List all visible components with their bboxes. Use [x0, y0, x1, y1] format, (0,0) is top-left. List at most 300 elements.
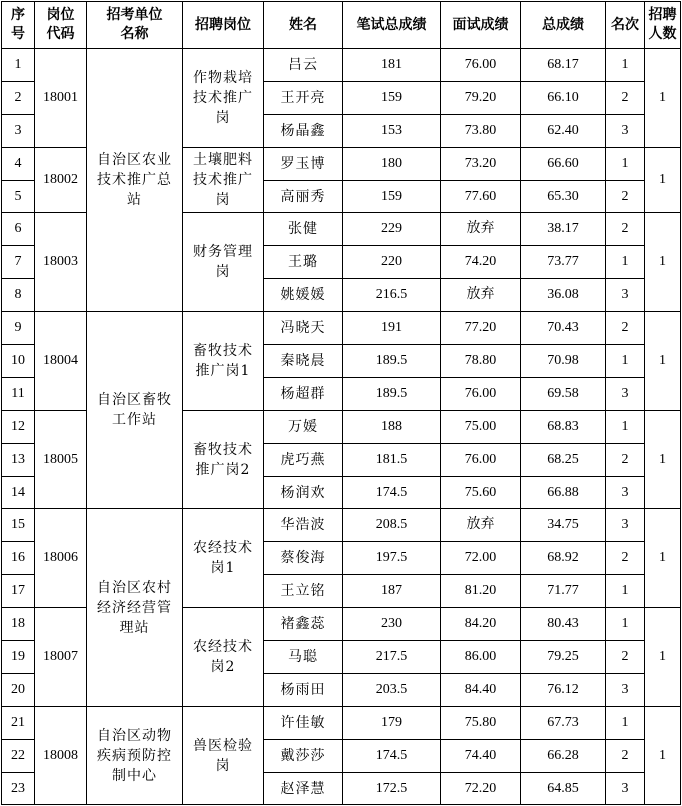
hire-count-cell [645, 509, 681, 608]
candidate-name-cell [264, 213, 343, 246]
written-score-cell [343, 673, 441, 706]
header-rank: 名次 [606, 2, 645, 49]
total-score-cell-text: 76.12 [547, 681, 579, 697]
total-score-cell-text: 73.77 [547, 254, 579, 270]
seq-cell [2, 114, 35, 147]
candidate-name-cell [264, 641, 343, 674]
results-table [1, 1, 681, 805]
seq-cell-text: 2 [14, 89, 22, 105]
hire-count-cell-text: 1 [659, 451, 666, 467]
seq-cell [2, 641, 35, 674]
interview-score-cell [441, 739, 521, 772]
written-score-cell-text: 230 [381, 616, 402, 632]
interview-score-cell [441, 509, 521, 542]
post-code-cell-text: 18004 [43, 352, 78, 368]
hire-count-cell [645, 147, 681, 213]
post-code-cell-text: 18007 [43, 648, 78, 664]
seq-cell [2, 345, 35, 378]
rank-cell [606, 476, 645, 509]
rank-cell [606, 114, 645, 147]
written-score-cell [343, 739, 441, 772]
hire-count-cell [645, 410, 681, 509]
written-score-cell-text: 180 [381, 155, 402, 171]
total-score-cell [521, 608, 606, 641]
candidate-name-cell [264, 81, 343, 114]
interview-score-cell [441, 312, 521, 345]
written-score-cell-text: 174.5 [375, 747, 408, 763]
written-score-cell-text: 189.5 [375, 352, 408, 368]
post-code-cell-text: 18002 [43, 172, 78, 188]
total-score-cell [521, 49, 606, 82]
written-score-cell [343, 180, 441, 213]
hire-count-cell-text: 1 [659, 648, 666, 664]
rank-cell [606, 509, 645, 542]
rank-cell-text: 2 [621, 747, 629, 763]
unit-name-cell [87, 312, 183, 509]
candidate-name-cell-text: 吕云 [288, 56, 318, 73]
seq-cell-text: 22 [11, 747, 25, 763]
hire-count-cell [645, 49, 681, 148]
written-score-cell [343, 772, 441, 805]
candidate-name-cell [264, 410, 343, 443]
total-score-cell [521, 673, 606, 706]
written-score-cell [343, 377, 441, 410]
candidate-name-cell-text: 姚媛媛 [280, 287, 326, 304]
total-score-cell [521, 575, 606, 608]
candidate-name-cell-text: 杨雨田 [280, 681, 326, 698]
candidate-name-cell-text: 褚鑫蕊 [280, 616, 326, 633]
post-code-cell [35, 213, 87, 312]
interview-score-cell-text: 86.00 [464, 648, 497, 664]
total-score-cell [521, 180, 606, 213]
rank-cell-text: 1 [621, 254, 629, 270]
rank-cell [606, 81, 645, 114]
candidate-name-cell [264, 377, 343, 410]
unit-name-cell-text: 自治区动物疾病预防控制中心 [97, 727, 172, 784]
written-score-cell-text: 208.5 [375, 517, 408, 533]
post-name-cell [183, 509, 264, 608]
candidate-name-cell-text: 王开亮 [280, 89, 326, 106]
rank-cell [606, 673, 645, 706]
unit-name-cell [87, 706, 183, 805]
unit-name-cell-text: 自治区农村经济经营管理站 [97, 579, 172, 636]
total-score-cell [521, 706, 606, 739]
candidate-name-cell-text: 杨超群 [280, 385, 326, 402]
written-score-cell [343, 608, 441, 641]
seq-cell [2, 312, 35, 345]
total-score-cell [521, 114, 606, 147]
hire-count-cell [645, 608, 681, 707]
rank-cell-text: 2 [621, 648, 629, 664]
seq-cell-text: 19 [11, 648, 25, 664]
total-score-cell [521, 509, 606, 542]
written-score-cell-text: 159 [381, 188, 402, 204]
seq-cell-text: 18 [11, 616, 25, 632]
candidate-name-cell [264, 147, 343, 180]
candidate-name-cell-text: 张健 [288, 221, 318, 238]
seq-cell-text: 4 [14, 155, 22, 171]
candidate-name-cell [264, 180, 343, 213]
unit-name-cell-text: 自治区畜牧工作站 [97, 392, 172, 429]
post-code-cell [35, 608, 87, 707]
interview-score-cell [441, 706, 521, 739]
written-score-cell-text: 203.5 [375, 681, 408, 697]
written-score-cell [343, 542, 441, 575]
hire-count-cell [645, 706, 681, 805]
written-score-cell-text: 181 [381, 56, 402, 72]
seq-cell [2, 213, 35, 246]
header-hire-count: 招聘 人数 [645, 2, 681, 49]
written-score-cell-text: 187 [381, 583, 402, 599]
total-score-cell-text: 38.17 [547, 221, 579, 237]
interview-score-cell [441, 608, 521, 641]
post-code-cell [35, 410, 87, 509]
interview-score-cell-text: 75.80 [464, 714, 497, 730]
rank-cell-text: 1 [621, 418, 629, 434]
seq-cell [2, 81, 35, 114]
total-score-cell-text: 68.17 [547, 56, 579, 72]
unit-name-cell [87, 509, 183, 706]
interview-score-cell [441, 345, 521, 378]
post-code-cell [35, 49, 87, 148]
header-interview-score: 面试成绩 [441, 2, 521, 49]
header-written-score: 笔试总成绩 [343, 2, 441, 49]
post-code-cell [35, 147, 87, 213]
seq-cell [2, 509, 35, 542]
total-score-cell [521, 377, 606, 410]
total-score-cell-text: 66.10 [547, 89, 579, 105]
interview-score-cell-text: 77.20 [464, 320, 497, 336]
rank-cell-text: 3 [621, 780, 629, 796]
written-score-cell-text: 191 [381, 320, 402, 336]
candidate-name-cell-text: 罗玉博 [280, 155, 326, 172]
header-seq: 序 号 [2, 2, 35, 49]
total-score-cell [521, 443, 606, 476]
interview-score-cell [441, 246, 521, 279]
candidate-name-cell [264, 706, 343, 739]
header-post: 招聘岗位 [183, 2, 264, 49]
post-code-cell-text: 18008 [43, 747, 78, 763]
post-code-cell [35, 312, 87, 411]
seq-cell-text: 14 [11, 484, 25, 500]
seq-cell [2, 279, 35, 312]
total-score-cell [521, 246, 606, 279]
candidate-name-cell-text: 戴莎莎 [280, 747, 326, 764]
hire-count-cell-text: 1 [659, 747, 666, 763]
seq-cell [2, 246, 35, 279]
rank-cell-text: 3 [621, 122, 629, 138]
table-row [2, 49, 681, 82]
rank-cell [606, 641, 645, 674]
candidate-name-cell-text: 秦晓晨 [280, 352, 326, 369]
seq-cell-text: 6 [14, 221, 22, 237]
interview-score-cell-text: 76.00 [464, 385, 497, 401]
written-score-cell-text: 188 [381, 418, 402, 434]
candidate-name-cell-text: 冯晓天 [280, 320, 326, 337]
post-name-cell-text: 作物栽培技术推广岗 [193, 69, 253, 126]
interview-score-cell-text: 75.60 [464, 484, 497, 500]
candidate-name-cell [264, 443, 343, 476]
post-name-cell [183, 147, 264, 213]
rank-cell [606, 213, 645, 246]
post-code-cell [35, 509, 87, 608]
total-score-cell [521, 410, 606, 443]
rank-cell-text: 2 [621, 221, 629, 237]
post-name-cell-text: 畜牧技术推广岗2 [193, 441, 253, 478]
unit-name-cell [87, 49, 183, 312]
seq-cell [2, 772, 35, 805]
post-name-cell [183, 608, 264, 707]
seq-cell [2, 410, 35, 443]
candidate-name-cell-text: 赵泽慧 [280, 780, 326, 797]
header-total-score: 总成绩 [521, 2, 606, 49]
interview-score-cell-text: 72.20 [464, 780, 497, 796]
post-code-cell-text: 18003 [43, 254, 78, 270]
header-name: 姓名 [264, 2, 343, 49]
candidate-name-cell-text: 虎巧燕 [280, 451, 326, 468]
candidate-name-cell [264, 509, 343, 542]
total-score-cell-text: 67.73 [547, 714, 579, 730]
interview-score-cell-text: 79.20 [464, 89, 497, 105]
seq-cell [2, 739, 35, 772]
total-score-cell [521, 213, 606, 246]
interview-score-cell-text: 76.00 [464, 451, 497, 467]
total-score-cell [521, 476, 606, 509]
rank-cell-text: 1 [621, 155, 629, 171]
written-score-cell-text: 174.5 [375, 484, 408, 500]
rank-cell-text: 2 [621, 89, 629, 105]
post-name-cell-text: 农经技术岗2 [193, 638, 253, 675]
post-code-cell-text: 18001 [43, 89, 78, 105]
seq-cell [2, 443, 35, 476]
table-row [2, 312, 681, 345]
candidate-name-cell [264, 739, 343, 772]
rank-cell [606, 739, 645, 772]
table-row [2, 509, 681, 542]
rank-cell-text: 2 [621, 451, 629, 467]
interview-score-cell-text: 放弃 [466, 517, 495, 533]
hire-count-cell [645, 312, 681, 411]
total-score-cell-text: 34.75 [547, 517, 579, 533]
hire-count-cell-text: 1 [659, 254, 666, 270]
candidate-name-cell-text: 高丽秀 [280, 188, 326, 205]
interview-score-cell [441, 542, 521, 575]
interview-score-cell-text: 73.80 [464, 122, 497, 138]
seq-cell-text: 7 [14, 254, 22, 270]
post-name-cell-text: 农经技术岗1 [193, 540, 253, 577]
total-score-cell [521, 147, 606, 180]
written-score-cell [343, 641, 441, 674]
written-score-cell [343, 345, 441, 378]
seq-cell-text: 23 [11, 780, 25, 796]
seq-cell [2, 608, 35, 641]
seq-cell-text: 3 [14, 122, 22, 138]
rank-cell [606, 246, 645, 279]
total-score-cell [521, 772, 606, 805]
candidate-name-cell-text: 华浩波 [280, 517, 326, 534]
total-score-cell-text: 70.43 [547, 320, 579, 336]
interview-score-cell [441, 772, 521, 805]
written-score-cell [343, 246, 441, 279]
rank-cell-text: 1 [621, 714, 629, 730]
interview-score-cell [441, 81, 521, 114]
interview-score-cell-text: 74.40 [464, 747, 497, 763]
total-score-cell [521, 542, 606, 575]
written-score-cell [343, 509, 441, 542]
candidate-name-cell [264, 476, 343, 509]
post-name-cell [183, 49, 264, 148]
interview-score-cell [441, 641, 521, 674]
seq-cell-text: 20 [11, 681, 25, 697]
total-score-cell-text: 66.60 [547, 155, 579, 171]
rank-cell-text: 1 [621, 583, 629, 599]
post-name-cell-text: 土壤肥料技术推广岗 [193, 152, 253, 209]
total-score-cell-text: 80.43 [547, 616, 579, 632]
interview-score-cell [441, 279, 521, 312]
total-score-cell [521, 279, 606, 312]
post-code-cell-text: 18005 [43, 451, 78, 467]
written-score-cell [343, 213, 441, 246]
rank-cell [606, 312, 645, 345]
rank-cell [606, 377, 645, 410]
candidate-name-cell [264, 772, 343, 805]
seq-cell-text: 5 [14, 188, 22, 204]
candidate-name-cell [264, 312, 343, 345]
total-score-cell-text: 68.25 [547, 451, 579, 467]
seq-cell-text: 12 [11, 418, 25, 434]
seq-cell-text: 21 [11, 714, 25, 730]
total-score-cell [521, 345, 606, 378]
rank-cell [606, 575, 645, 608]
seq-cell-text: 10 [11, 352, 25, 368]
unit-name-cell-text: 自治区农业技术推广总站 [97, 152, 172, 209]
rank-cell [606, 706, 645, 739]
hire-count-cell-text: 1 [659, 550, 666, 566]
interview-score-cell [441, 49, 521, 82]
hire-count-cell-text: 1 [659, 172, 666, 188]
seq-cell [2, 180, 35, 213]
rank-cell-text: 3 [621, 484, 629, 500]
interview-score-cell-text: 放弃 [466, 287, 495, 303]
written-score-cell-text: 220 [381, 254, 402, 270]
written-score-cell-text: 172.5 [375, 780, 408, 796]
total-score-cell-text: 62.40 [547, 122, 579, 138]
candidate-name-cell [264, 542, 343, 575]
seq-cell-text: 9 [14, 320, 22, 336]
candidate-name-cell-text: 杨润欢 [280, 484, 326, 501]
rank-cell [606, 542, 645, 575]
rank-cell [606, 345, 645, 378]
interview-score-cell [441, 180, 521, 213]
seq-cell [2, 542, 35, 575]
rank-cell [606, 147, 645, 180]
rank-cell-text: 3 [621, 287, 629, 303]
candidate-name-cell-text: 王璐 [288, 254, 318, 271]
seq-cell-text: 15 [11, 517, 25, 533]
total-score-cell [521, 81, 606, 114]
interview-score-cell-text: 81.20 [464, 583, 497, 599]
seq-cell [2, 476, 35, 509]
candidate-name-cell [264, 49, 343, 82]
rank-cell [606, 608, 645, 641]
written-score-cell-text: 159 [381, 89, 402, 105]
table-body [2, 49, 681, 805]
total-score-cell-text: 68.92 [547, 550, 579, 566]
interview-score-cell-text: 76.00 [464, 56, 497, 72]
seq-cell [2, 673, 35, 706]
post-name-cell-text: 兽医检验岗 [193, 737, 253, 774]
written-score-cell [343, 147, 441, 180]
written-score-cell [343, 49, 441, 82]
candidate-name-cell-text: 万媛 [288, 418, 318, 435]
interview-score-cell [441, 443, 521, 476]
rank-cell [606, 772, 645, 805]
written-score-cell [343, 476, 441, 509]
written-score-cell [343, 279, 441, 312]
rank-cell-text: 3 [621, 681, 629, 697]
written-score-cell-text: 181.5 [375, 451, 408, 467]
written-score-cell-text: 179 [381, 714, 402, 730]
total-score-cell-text: 70.98 [547, 352, 579, 368]
total-score-cell-text: 64.85 [547, 780, 579, 796]
seq-cell [2, 575, 35, 608]
total-score-cell [521, 641, 606, 674]
candidate-name-cell [264, 345, 343, 378]
seq-cell-text: 17 [11, 583, 25, 599]
interview-score-cell [441, 575, 521, 608]
interview-score-cell [441, 377, 521, 410]
seq-cell [2, 147, 35, 180]
hire-count-cell [645, 213, 681, 312]
seq-cell [2, 706, 35, 739]
post-code-cell-text: 18006 [43, 550, 78, 566]
interview-score-cell [441, 213, 521, 246]
written-score-cell [343, 114, 441, 147]
post-name-cell [183, 312, 264, 411]
candidate-name-cell [264, 114, 343, 147]
rank-cell-text: 1 [621, 56, 629, 72]
candidate-name-cell [264, 246, 343, 279]
written-score-cell-text: 217.5 [375, 648, 408, 664]
interview-score-cell [441, 114, 521, 147]
hire-count-cell-text: 1 [659, 352, 666, 368]
rank-cell [606, 279, 645, 312]
written-score-cell [343, 706, 441, 739]
hire-count-cell-text: 1 [659, 89, 666, 105]
seq-cell-text: 13 [11, 451, 25, 467]
interview-score-cell-text: 73.20 [464, 155, 497, 171]
post-code-cell [35, 706, 87, 805]
total-score-cell-text: 66.88 [547, 484, 579, 500]
candidate-name-cell-text: 王立铭 [280, 583, 326, 600]
candidate-name-cell [264, 673, 343, 706]
seq-cell-text: 16 [11, 550, 25, 566]
written-score-cell-text: 197.5 [375, 550, 408, 566]
rank-cell [606, 443, 645, 476]
interview-score-cell-text: 74.20 [464, 254, 497, 270]
written-score-cell-text: 189.5 [375, 385, 408, 401]
candidate-name-cell-text: 许佳敏 [280, 714, 326, 731]
total-score-cell-text: 68.83 [547, 418, 579, 434]
post-name-cell-text: 财务管理岗 [193, 244, 253, 281]
interview-score-cell [441, 673, 521, 706]
written-score-cell-text: 153 [381, 122, 402, 138]
interview-score-cell-text: 78.80 [464, 352, 497, 368]
rank-cell-text: 2 [621, 320, 629, 336]
written-score-cell-text: 216.5 [375, 287, 408, 303]
total-score-cell-text: 66.28 [547, 747, 579, 763]
written-score-cell [343, 443, 441, 476]
